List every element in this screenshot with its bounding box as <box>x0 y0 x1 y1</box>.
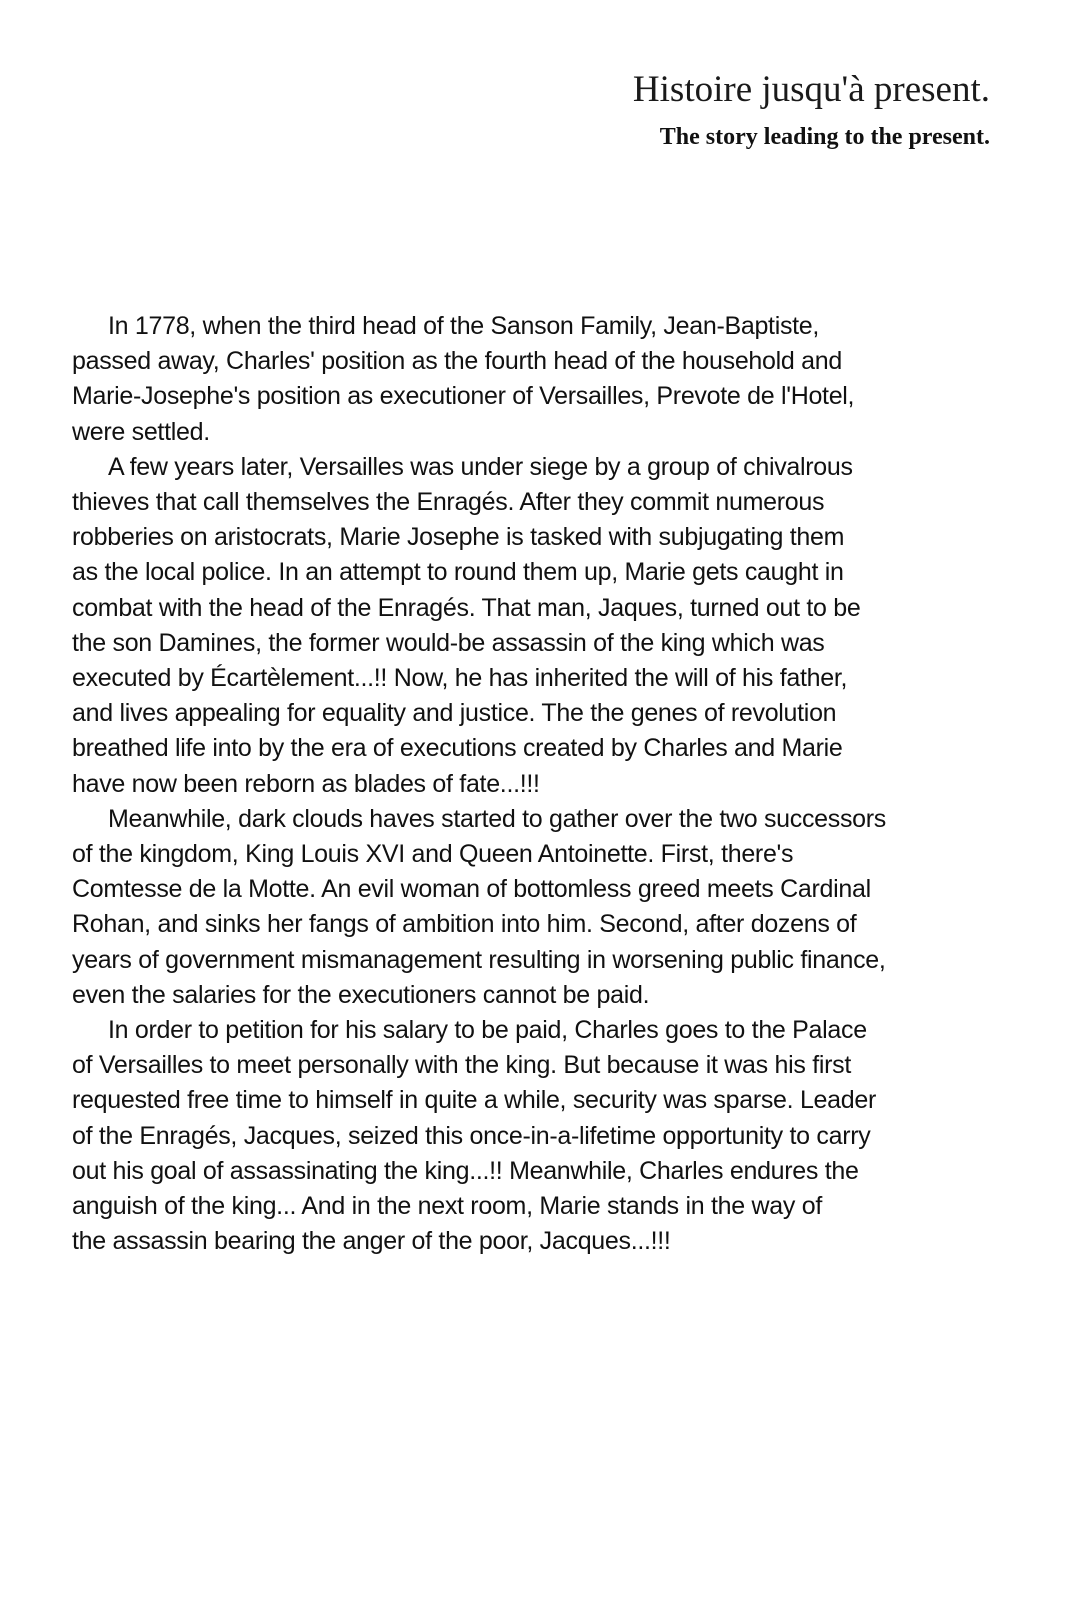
text-line: breathed life into by the era of executions created by Charles and Marie <box>72 734 843 763</box>
text-line: In order to petition for his salary to be paid, Charles goes to the Palace <box>108 1016 867 1045</box>
text-line: executed by Écartèlement...!! Now, he has inherited the will of his father, <box>72 664 848 693</box>
text-line: of the kingdom, King Louis XVI and Queen Antoinette. First, there's <box>72 840 794 869</box>
page-subtitle: The story leading to the present. <box>659 124 990 150</box>
text-line: In 1778, when the third head of the Sanson Family, Jean-Baptiste, <box>108 312 820 340</box>
text-line: combat with the head of the Enragés. That man, Jaques, turned out to be <box>72 593 861 622</box>
story-text <box>72 309 886 1259</box>
paragraph <box>72 1013 886 1259</box>
text-line: of Versailles to meet personally with the king. But because it was his first <box>72 1051 851 1080</box>
text-line: Rohan, and sinks her fangs of ambition into him. Second, after dozens of <box>72 910 857 939</box>
text-line: Comtesse de la Motte. An evil woman of bottomless greed meets Cardinal <box>72 875 871 904</box>
paragraph <box>72 802 886 1013</box>
text-line: out his goal of assassinating the king...!! Meanwhile, Charles endures the <box>72 1156 859 1185</box>
text-line: anguish of the king... And in the next room, Marie stands in the way of <box>72 1192 822 1221</box>
text-line: have now been reborn as blades of fate...!!! <box>72 769 540 798</box>
text-line: thieves that call themselves the Enragés. After they commit numerous <box>72 488 825 517</box>
text-line: the son Damines, the former would-be assassin of the king which was <box>72 628 825 657</box>
text-line: passed away, Charles' position as the fourth head of the household and <box>72 347 842 376</box>
text-line: years of government mismanagement resulting in worsening public finance, <box>72 945 886 974</box>
paragraph <box>72 309 886 450</box>
text-line: robberies on aristocrats, Marie Josephe is tasked with subjugating them <box>72 523 845 552</box>
text-line: A few years later, Versailles was under siege by a group of chivalrous <box>108 452 853 481</box>
text-line: requested free time to himself in quite a while, security was sparse. Leader <box>72 1086 876 1115</box>
text-line: were settled. <box>72 417 210 446</box>
text-line: Marie-Josephe's position as executioner of Versailles, Prevote de l'Hotel, <box>72 382 855 411</box>
text-line: of the Enragés, Jacques, seized this once-in-a-lifetime opportunity to carry <box>72 1121 871 1150</box>
text-line: as the local police. In an attempt to round them up, Marie gets caught in <box>72 558 844 587</box>
paragraph <box>72 450 886 802</box>
text-line: the assassin bearing the anger of the poor, Jacques...!!! <box>72 1227 671 1256</box>
page-title: Histoire jusqu'à present. <box>632 69 990 110</box>
text-line: even the salaries for the executioners cannot be paid. <box>72 980 650 1009</box>
text-line: and lives appealing for equality and justice. The the genes of revolution <box>72 699 837 728</box>
text-line: Meanwhile, dark clouds haves started to gather over the two successors <box>108 804 887 833</box>
